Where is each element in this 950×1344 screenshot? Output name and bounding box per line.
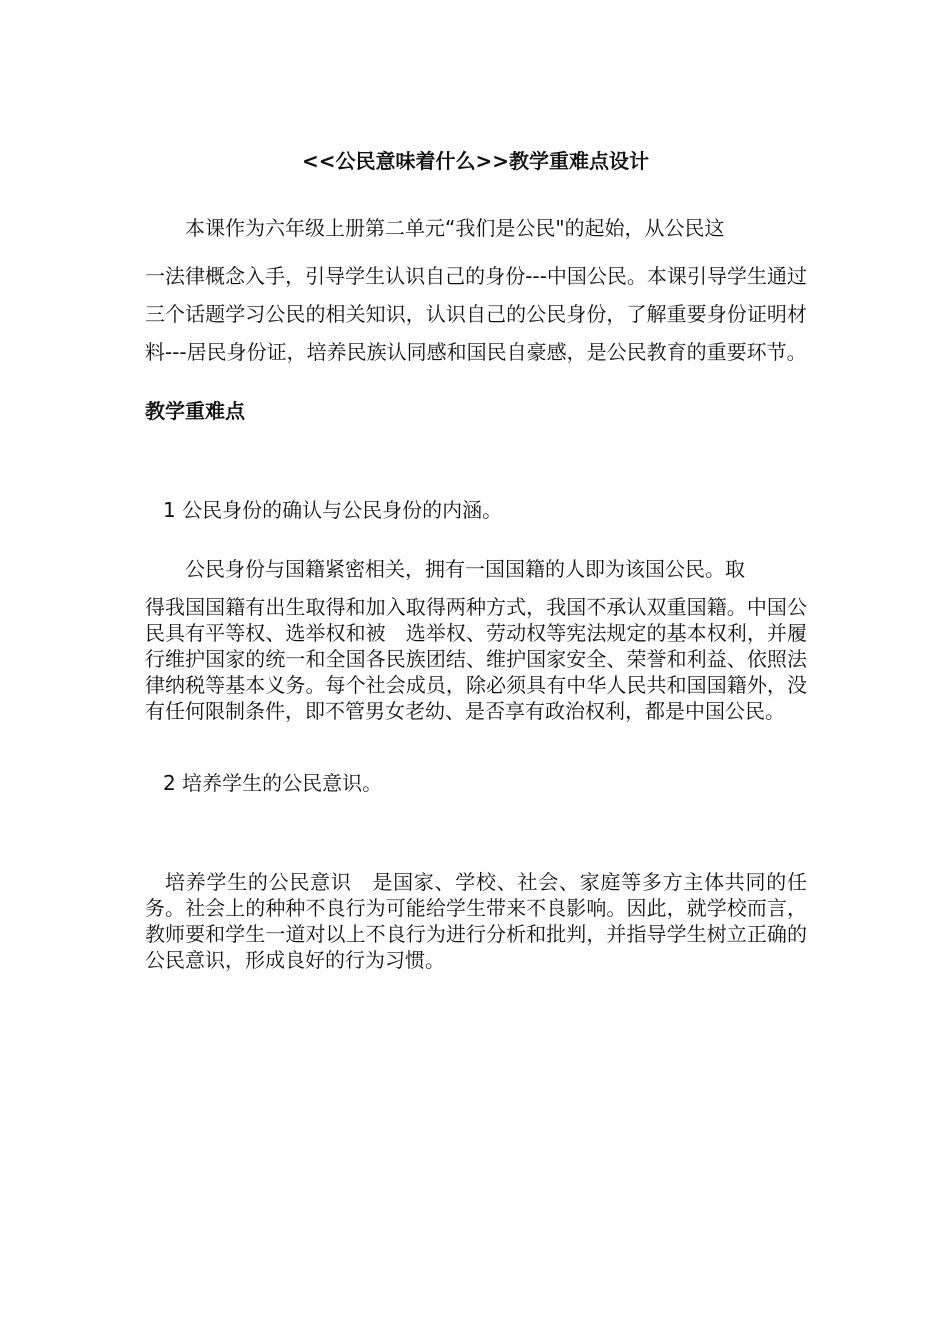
intro-paragraph xyxy=(145,209,807,371)
point-2-heading: 2 培养学生的公民意识。 xyxy=(163,771,383,795)
point-1-text: 得我国国籍有出生取得和加入取得两种方式，我国不承认双重国籍。中国公民具有平等权、选举权和被 选举权、劳动权等宪法规定的基本权利，并履行维护国家的统一和全国各民族团结、维护国家安全、荣誉和利益、依照法律纳税等基本义务。每个社会成员，除必须具有中华人民共和国国籍外，没有任何限制条件，即不管男女老幼、是否享有政治权利，都是中国公民。 xyxy=(145,595,807,723)
section-heading: 教学重难点 xyxy=(145,399,245,423)
point-2-paragraph: 培养学生的公民意识 是国家、学校、社会、家庭等多方主体共同的任务。社会上的种种不良行为可能给学生带来不良影响。因此，就学校而言，教师要和学生一道对以上不良行为进行分析和批判，并指导学生树立正确的公民意识，形成良好的行为习惯。 xyxy=(145,870,807,972)
intro-text: 一法律概念入手，引导学生认识自己的身份---中国公民。本课引导学生通过三个话题学习公民的相关知识，认识自己的公民身份，了解重要身份证明材料---居民身份证，培养民族认同感和国民自豪感，是公民教育的重要环节。 xyxy=(145,264,807,364)
point-1-first-line: 公民身份与国籍紧密相关，拥有一国国籍的人即为该国公民。取 xyxy=(185,557,745,581)
document-title: <<公民意味着什么>>教学重难点设计 xyxy=(301,149,650,173)
point-1-heading: 1 公民身份的确认与公民身份的内涵。 xyxy=(163,498,503,522)
intro-first-line: 本课作为六年级上册第二单元“我们是公民"的起始，从公民这 xyxy=(185,216,725,240)
point-1-paragraph xyxy=(145,556,807,724)
